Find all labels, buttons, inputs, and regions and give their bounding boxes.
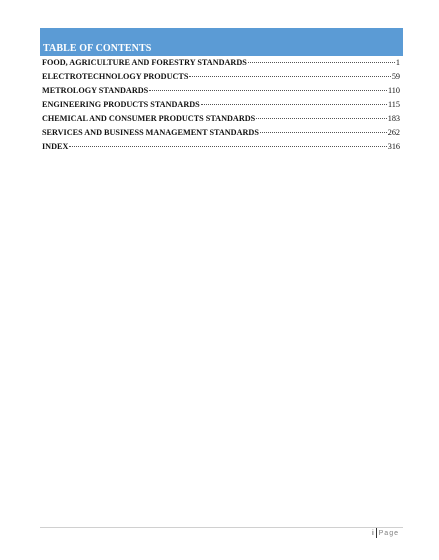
dot-leader bbox=[201, 104, 387, 105]
toc-title: TABLE OF CONTENTS bbox=[43, 43, 152, 54]
toc-entry-index[interactable] bbox=[42, 140, 400, 154]
toc-entry-page[interactable]: 183 bbox=[387, 114, 400, 123]
dot-leader bbox=[248, 62, 395, 63]
toc-entry-chemical-consumer[interactable] bbox=[42, 112, 400, 126]
toc-entry-electrotechnology[interactable] bbox=[42, 70, 400, 84]
toc-list bbox=[42, 56, 400, 154]
toc-entry-label[interactable]: ELECTROTECHNOLOGY PRODUCTS bbox=[42, 72, 189, 81]
page-word: Page bbox=[378, 529, 399, 537]
toc-entry-engineering[interactable] bbox=[42, 98, 400, 112]
toc-entry-label[interactable]: METROLOGY STANDARDS bbox=[42, 86, 149, 95]
page-footer bbox=[372, 528, 399, 538]
toc-entry-page[interactable]: 262 bbox=[387, 128, 400, 137]
toc-entry-label[interactable]: FOOD, AGRICULTURE AND FORESTRY STANDARDS bbox=[42, 58, 247, 67]
footer-divider bbox=[40, 527, 403, 528]
dot-leader bbox=[260, 132, 387, 133]
toc-entry-page[interactable]: 1 bbox=[395, 58, 400, 67]
dot-leader bbox=[189, 76, 390, 77]
toc-entry-page[interactable]: 59 bbox=[391, 72, 400, 81]
dot-leader bbox=[149, 90, 387, 91]
toc-entry-page[interactable]: 316 bbox=[387, 142, 400, 151]
toc-entry-label[interactable]: CHEMICAL AND CONSUMER PRODUCTS STANDARDS bbox=[42, 114, 256, 123]
toc-entry-label[interactable]: INDEX bbox=[42, 142, 69, 151]
dot-leader bbox=[69, 146, 386, 147]
toc-entry-metrology[interactable] bbox=[42, 84, 400, 98]
toc-entry-page[interactable]: 115 bbox=[388, 100, 400, 109]
toc-header-bar bbox=[40, 28, 403, 56]
page-number: i bbox=[372, 529, 374, 537]
toc-entry-page[interactable]: 110 bbox=[388, 86, 400, 95]
dot-leader bbox=[256, 118, 387, 119]
toc-entry-label[interactable]: SERVICES AND BUSINESS MANAGEMENT STANDARDS bbox=[42, 128, 259, 137]
toc-entry-food-agriculture-forestry[interactable] bbox=[42, 56, 400, 70]
footer-separator bbox=[376, 528, 377, 538]
toc-entry-label[interactable]: ENGINEERING PRODUCTS STANDARDS bbox=[42, 100, 200, 109]
toc-entry-services-business[interactable] bbox=[42, 126, 400, 140]
